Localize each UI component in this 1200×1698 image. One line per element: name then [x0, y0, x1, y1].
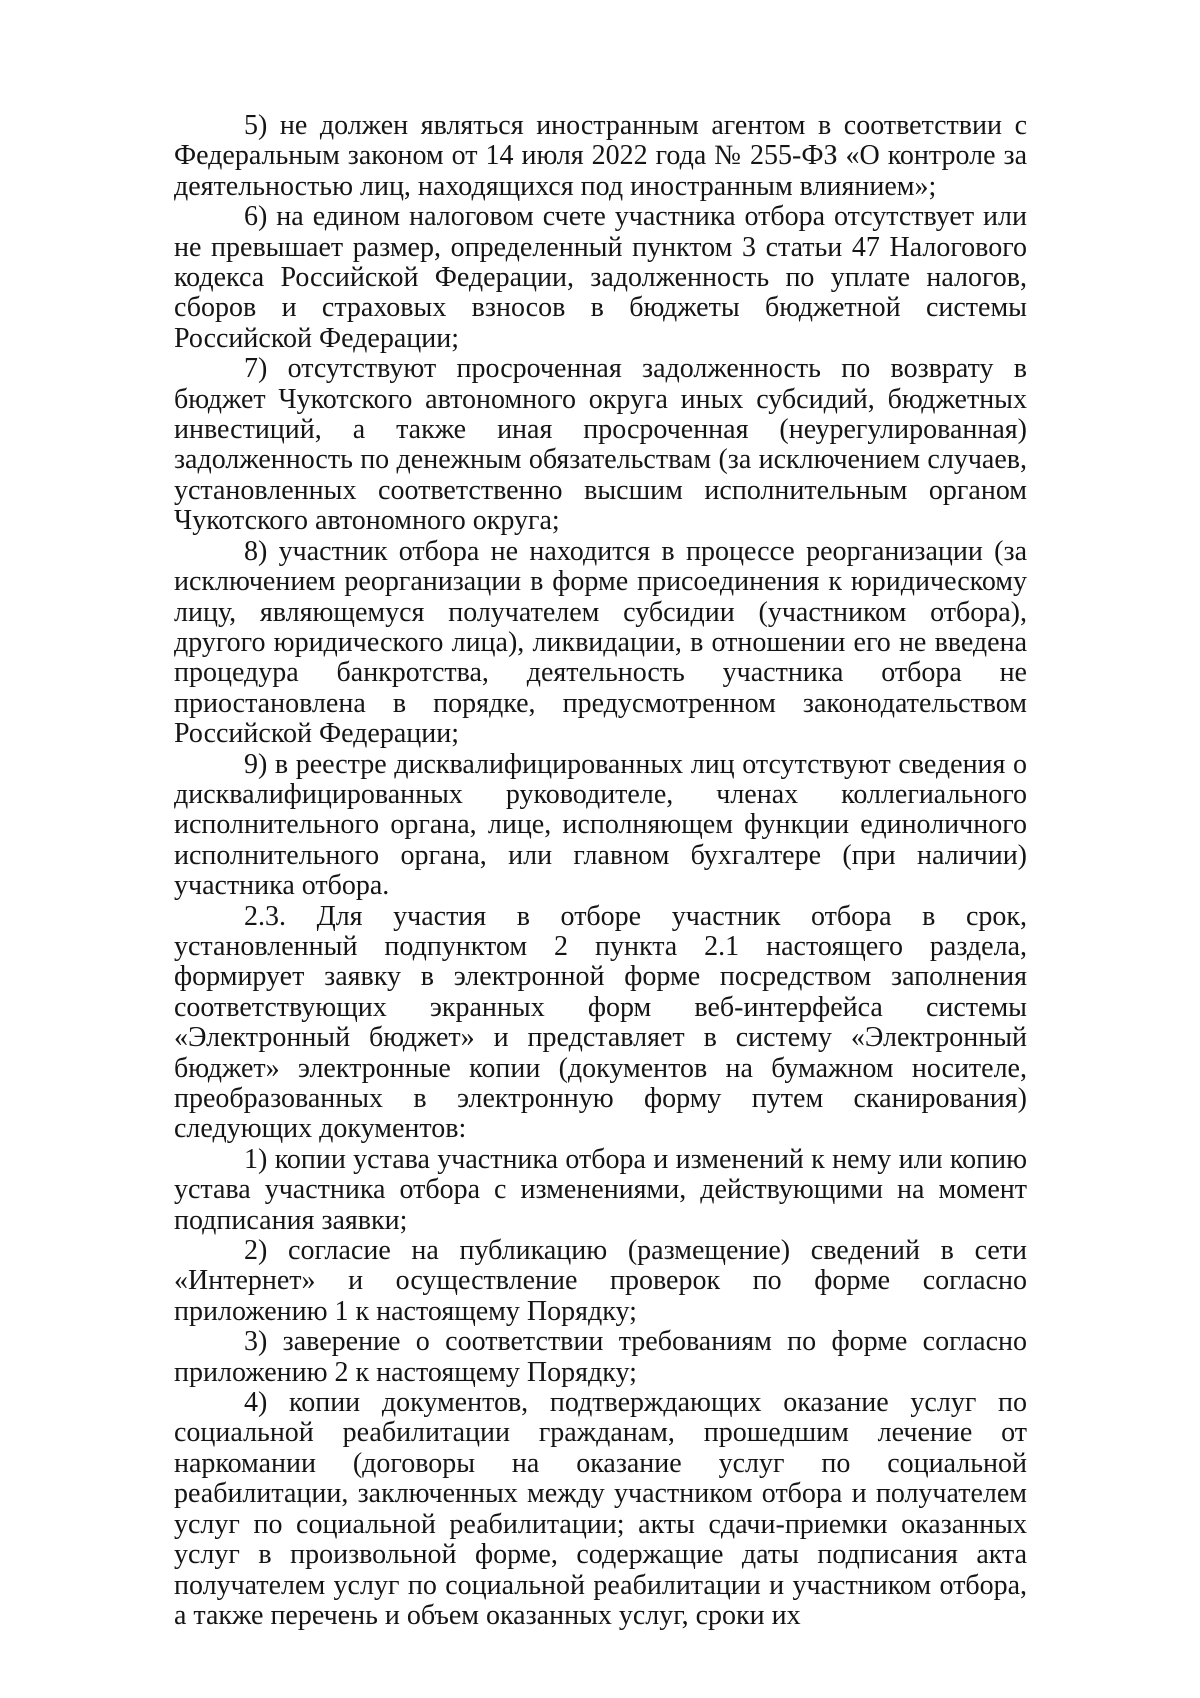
paragraph-doc-1: 1) копии устава участника отбора и изменений к нему или копию устава участника отбора с изменениями, действующими на момент подписания заявки; — [174, 1143, 1027, 1236]
paragraph-item-7: 7) отсутствуют просроченная задолженность по возврату в бюджет Чукотского автономного округа иных субсидий, бюджетных инвестиций, а также иная просроченная (неурегулированная) задолженность по денежным обязательствам (за исключением случаев, установленных соответственно высшим исполнительным органом Чукотского автономного округа; — [174, 353, 1027, 537]
paragraph-item-9: 9) в реестре дисквалифицированных лиц отсутствуют сведения о дисквалифицированных руководителе, членах коллегиального исполнительного органа, лице, исполняющем функции единоличного исполнительного органа, или главном бухгалтере (при наличии) участника отбора. — [174, 748, 1027, 902]
paragraph-item-6: 6) на едином налоговом счете участника отбора отсутствует или не превышает размер, определенный пунктом 3 статьи 47 Налогового кодекса Российской Федерации, задолженность по уплате налогов, сборов и страховых взносов в бюджеты бюджетной системы Российской Федерации; — [174, 201, 1027, 354]
paragraph-section-2-3: 2.3. Для участия в отборе участник отбора в срок, установленный подпунктом 2 пункта 2.1 настоящего раздела, формирует заявку в электронной форме посредством заполнения соответствующих экранных форм веб-интерфейса системы «Электронный бюджет» и представляет в систему «Электронный бюджет» электронные копии (документов на бумажном носителе, преобразованных в электронную форму путем сканирования) следующих документов: — [174, 900, 1027, 1145]
paragraph-doc-4: 4) копии документов, подтверждающих оказание услуг по социальной реабилитации гражданам, прошедшим лечение от наркомании (договоры на оказание услуг по социальной реабилитации, заключенных между участником отбора и получателем услуг по социальной реабилитации; акты сдачи-приемки оказанных услуг в произвольной форме, содержащие даты подписания акта получателем услуг по социальной реабилитации и участником отбора, а также перечень и объем оказанных услуг, сроки их — [174, 1387, 1027, 1631]
document-page — [174, 111, 1027, 1631]
paragraph-doc-2: 2) согласие на публикацию (размещение) сведений в сети «Интернет» и осуществление проверок по форме согласно приложению 1 к настоящему Порядку; — [174, 1235, 1027, 1327]
paragraph-item-5: 5) не должен являться иностранным агентом в соответствии с Федеральным законом от 14 июля 2022 года № 255-ФЗ «О контроле за деятельностью лиц, находящихся под иностранным влиянием»; — [174, 110, 1027, 202]
paragraph-item-8: 8) участник отбора не находится в процессе реорганизации (за исключением реорганизации в форме присоединения к юридическому лицу, являющемуся получателем субсидии (участником отбора), другого юридического лица), ликвидации, в отношении его не введена процедура банкротства, деятельность участника отбора не приостановлена в порядке, предусмотренном законодательством Российской Федерации; — [174, 535, 1027, 750]
paragraph-doc-3: 3) заверение о соответствии требованиям по форме согласно приложению 2 к настоящему Порядку; — [174, 1326, 1027, 1388]
